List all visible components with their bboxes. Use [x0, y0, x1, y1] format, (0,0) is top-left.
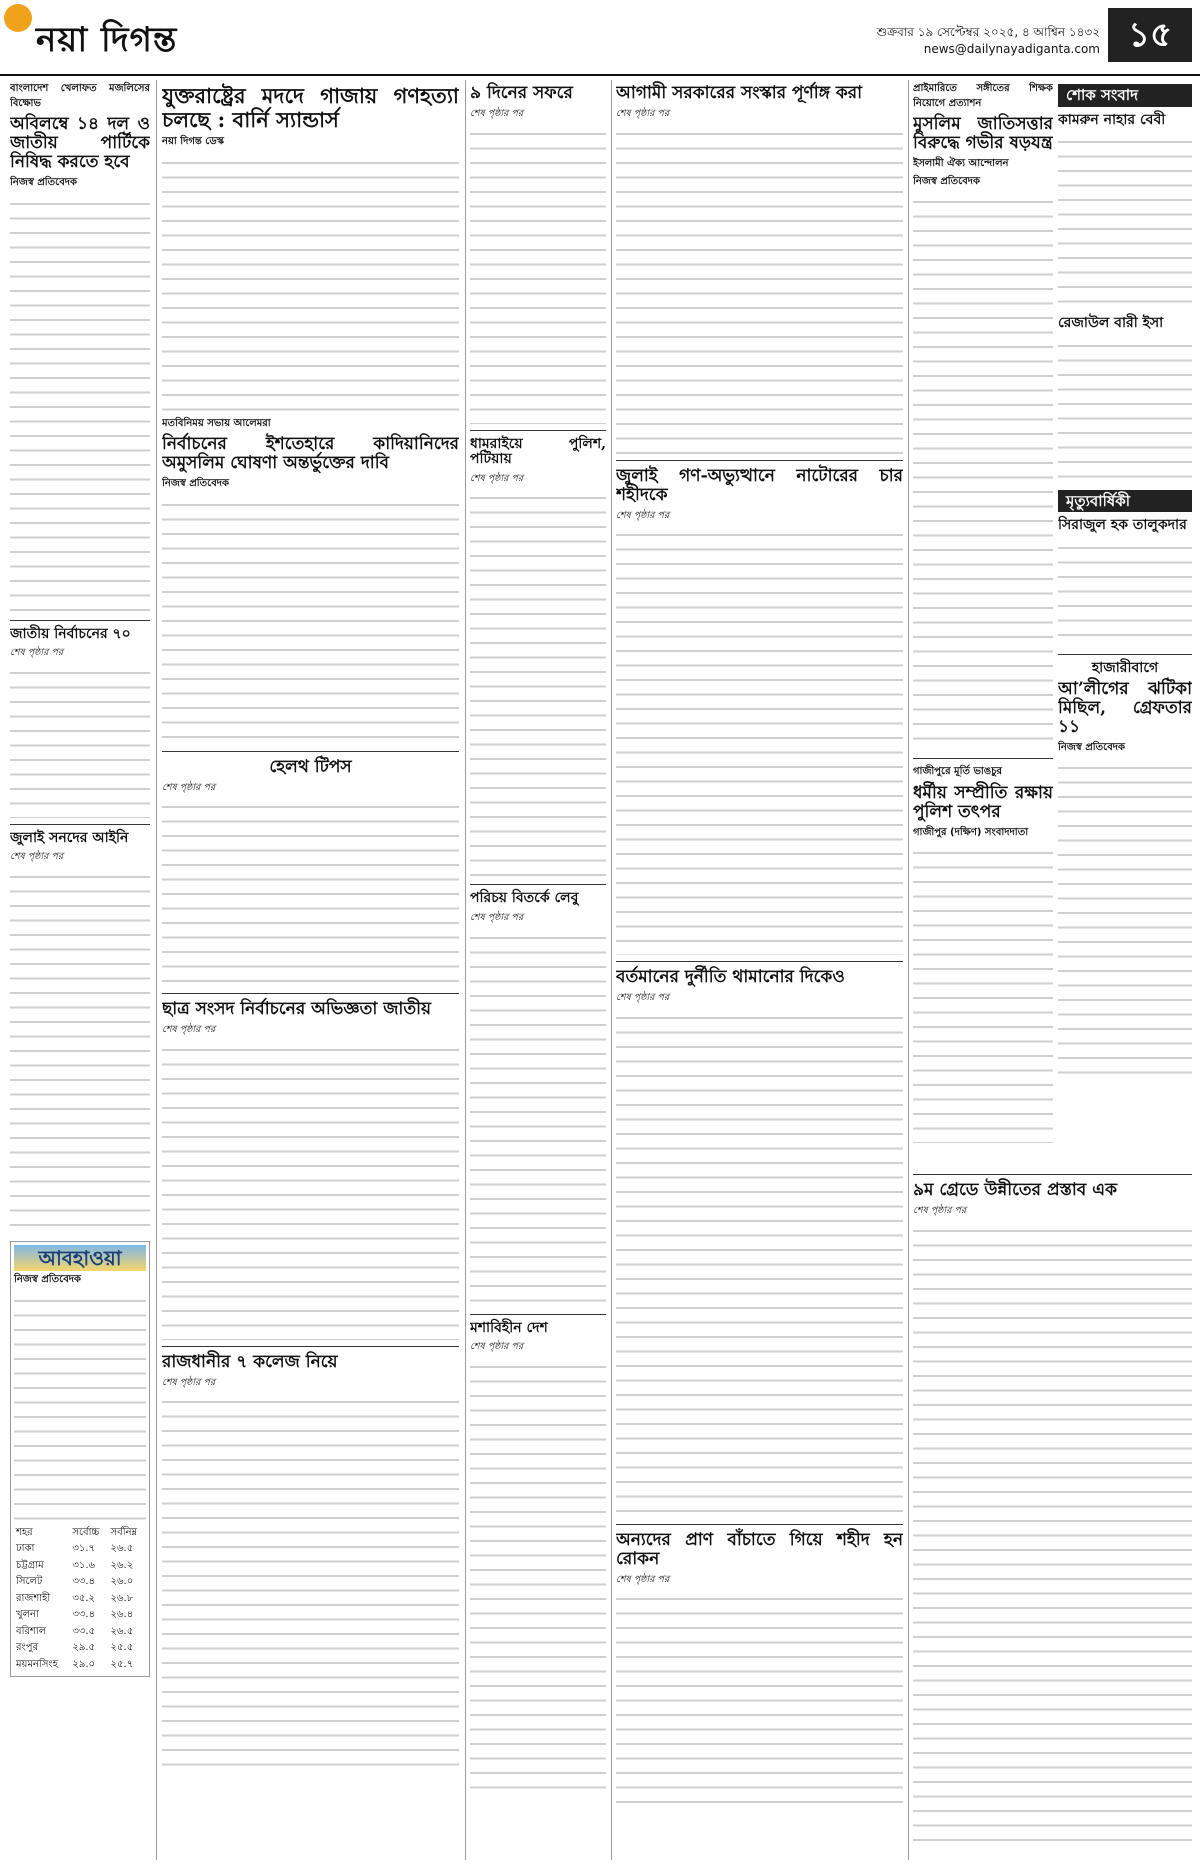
divider [1058, 654, 1192, 655]
column-right-outer [1058, 80, 1192, 1160]
story-headline[interactable]: জুলাই সনদের আইনি [10, 829, 129, 846]
story-subhead: ইসলামী ঐক্য আন্দোলন [913, 158, 1009, 170]
max-temp-cell: ৩৩.৪ [72, 1609, 96, 1621]
max-temp-cell: ২৯.০ [72, 1658, 96, 1670]
dateline [700, 24, 1100, 58]
section-tag-death-anniversary: মৃত্যুবার্ষিকী [1058, 490, 1192, 513]
story-body [470, 488, 606, 878]
divider [162, 993, 459, 994]
story-byline: নয়া দিগন্ত ডেস্ক [162, 136, 224, 148]
story-byline: নিজস্ব প্রতিবেদক [1058, 741, 1126, 753]
continuation-note: শেষ পৃষ্ঠার পর [616, 108, 670, 120]
story-headline[interactable]: জাতীয় নির্বাচনের ৭০ [10, 625, 131, 642]
continuation-note: শেষ পৃষ্ঠার পর [470, 1341, 524, 1353]
story-body [616, 525, 903, 955]
story-headline[interactable]: ধামরাইয়ে পুলিশ, পটিয়ায় [470, 435, 606, 468]
continuation-note: শেষ পৃষ্ঠার পর [616, 992, 670, 1004]
max-temp-cell: ৩৫.২ [72, 1592, 96, 1604]
obituary-name[interactable]: কামরুন নাহার বেবী [1058, 111, 1166, 128]
story-body [10, 663, 150, 818]
weather-row [14, 1541, 146, 1558]
story-headline[interactable]: ৯ম গ্রেডে উন্নীতের প্রস্তাব এক [913, 1180, 1117, 1200]
story-body [162, 153, 459, 413]
story-headline[interactable]: মুসলিম জাতিসত্তার বিরুদ্ধে গভীর ষড়যন্ত্র [913, 114, 1053, 154]
story-headline[interactable]: অবিলম্বে ১৪ দল ও জাতীয় পার্টিকে নিষিদ্ধ করতে হবে [10, 114, 150, 173]
story-kicker: গাজীপুরে মূর্তি ভাঙচুর [913, 766, 1003, 778]
divider [616, 1524, 903, 1525]
weather-table [14, 1525, 146, 1674]
city-cell: খুলনা [16, 1609, 39, 1621]
max-temp-cell: ৩৩.৪ [72, 1576, 96, 1588]
column-middle [470, 80, 606, 1860]
continuation-note: শেষ পৃষ্ঠার পর [470, 912, 524, 924]
continuation-note: শেষ পৃষ্ঠার পর [10, 851, 64, 863]
obituary-body [1058, 336, 1192, 486]
story-body [913, 1221, 1192, 1841]
story-body [10, 194, 150, 614]
column-divider [611, 80, 612, 1860]
column-left [10, 80, 150, 1860]
min-temp-cell: ২৫.৭ [110, 1658, 134, 1670]
newspaper-logo [10, 14, 177, 71]
story-body [913, 192, 1053, 752]
weather-header-row [14, 1525, 146, 1542]
max-temp-cell: ৩৩.৫ [72, 1625, 96, 1637]
min-temp-cell: ২৬.৫ [110, 1543, 134, 1555]
continuation-note: শেষ পৃষ্ঠার পর [162, 781, 216, 793]
story-kicker: প্রাইমারিতে সঙ্গীতের শিক্ষক নিয়োগে প্রত্যাশন [913, 83, 1053, 109]
story-headline[interactable]: নির্বাচনের ইশতেহারে কাদিয়ানিদের অমুসলিম ঘোষণা অন্তর্ভুক্তের দাবি [162, 434, 459, 474]
continuation-note: শেষ পৃষ্ঠার পর [913, 1205, 967, 1217]
obituary-body [1058, 132, 1192, 312]
column-right-inner [913, 80, 1053, 1160]
weather-row [14, 1607, 146, 1624]
min-temp-cell: ২৬.০ [110, 1576, 134, 1588]
max-temp-cell: ৩১.৭ [72, 1543, 96, 1555]
story-body [1058, 758, 1192, 1078]
sun-icon [4, 4, 32, 32]
column-divider [156, 80, 157, 1860]
story-headline[interactable]: জুলাই গণ-অভ্যুত্থানে নাটোরের চার শহীদকে [616, 465, 903, 505]
min-temp-cell: ২৬.২ [110, 1559, 134, 1571]
city-cell: সিলেট [16, 1576, 43, 1588]
weather-box [10, 1241, 150, 1678]
story-headline[interactable]: ছাত্র সংসদ নির্বাচনের অভিজ্ঞতা জাতীয় [162, 999, 431, 1020]
divider [913, 1174, 1192, 1175]
divider [162, 751, 459, 752]
max-temp-cell: ২৯.৫ [72, 1642, 96, 1654]
continuation-note: শেষ পৃষ্ঠার পর [470, 472, 524, 484]
page-number: ১৫ [1108, 8, 1192, 62]
story-kicker: হাজারীবাগে [1091, 660, 1159, 677]
story-kicker: মতবিনিময় সভায় আলেমরা [162, 417, 271, 429]
weather-row [14, 1657, 146, 1674]
continuation-note: শেষ পৃষ্ঠার পর [470, 108, 524, 120]
city-cell: রাজশাহী [16, 1592, 51, 1604]
obituary-name[interactable]: রেজাউল বারী ইসা [1058, 315, 1164, 332]
weather-row [14, 1640, 146, 1657]
divider [162, 1346, 459, 1347]
column-divider [465, 80, 466, 1860]
story-headline[interactable]: পরিচয় বিতর্কে লেবু [470, 890, 579, 907]
story-byline: গাজীপুর (দক্ষিণ) সংবাদদাতা [913, 826, 1029, 838]
continuation-note: শেষ পৃষ্ঠার পর [10, 647, 64, 659]
divider [10, 824, 150, 825]
min-temp-cell: ২৬.৮ [110, 1592, 134, 1604]
story-headline[interactable]: ধর্মীয় সম্প্রীতি রক্ষায় পুলিশ তৎপর [913, 782, 1053, 822]
continuation-note: শেষ পৃষ্ঠার পর [616, 1573, 670, 1585]
logo-text: নয়া দিগন্ত [36, 20, 178, 60]
story-headline[interactable]: বর্তমানের দুর্নীতি থামানোর দিকেও [616, 967, 845, 988]
masthead [0, 0, 1200, 76]
city-cell: বরিশাল [16, 1625, 47, 1637]
city-cell: ঢাকা [16, 1543, 35, 1555]
divider [616, 961, 903, 962]
max-temp-cell: ৩১.৬ [72, 1559, 96, 1571]
column-divider [908, 80, 909, 1860]
story-body [162, 797, 459, 987]
weather-header-cell: সর্বনিম্ন [110, 1526, 138, 1538]
divider [10, 620, 150, 621]
weather-header-cell: শহর [16, 1526, 33, 1538]
issue-date: শুক্রবার ১৯ সেপ্টেম্বর ২০২৫, ৪ আশ্বিন ১৪৩২ [876, 25, 1100, 39]
story-headline[interactable]: রাজধানীর ৭ কলেজ নিয়ে [162, 1351, 338, 1372]
story-body [616, 1008, 903, 1518]
weather-row [14, 1574, 146, 1591]
story-body [470, 124, 606, 424]
website-email: news@dailynayadiganta.com [923, 42, 1100, 56]
weather-body [14, 1291, 146, 1521]
story-body [162, 1392, 459, 1772]
divider [913, 758, 1053, 759]
story-body [616, 124, 903, 454]
continuation-note: শেষ পৃষ্ঠার পর [162, 1376, 216, 1388]
min-temp-cell: ২৬.৫ [110, 1625, 134, 1637]
story-byline: নিজস্ব প্রতিবেদক [162, 478, 230, 490]
story-byline: নিজস্ব প্রতিবেদক [913, 175, 981, 187]
story-headline[interactable]: অন্যদের প্রাণ বাঁচাতে গিয়ে শহীদ হন রোকন [616, 1529, 903, 1569]
story-body [470, 1357, 606, 1797]
section-tag-obituary: শোক সংবাদ [1058, 84, 1192, 107]
story-headline[interactable]: মশাবিহীন দেশ [470, 1319, 548, 1336]
divider [470, 430, 606, 431]
weather-row [14, 1591, 146, 1608]
story-body [162, 1040, 459, 1340]
weather-title: আবহাওয়া [14, 1245, 146, 1272]
weather-row [14, 1558, 146, 1575]
story-headline[interactable]: আগামী সরকারের সংস্কার পূর্ণাঙ্গ করা [616, 83, 863, 103]
weather-header-cell: সর্বোচ্চ [72, 1526, 100, 1538]
weather-row [14, 1624, 146, 1641]
story-kicker: বাংলাদেশ খেলাফত মজলিসের বিক্ষোভ [10, 83, 150, 109]
divider [470, 1314, 606, 1315]
story-headline[interactable]: হেলথ টিপস [269, 756, 352, 777]
story-headline[interactable]: ৯ দিনের সফরে [470, 83, 573, 103]
city-cell: চট্টগ্রাম [16, 1559, 44, 1571]
city-cell: ময়মনসিংহ [16, 1658, 58, 1670]
death-anniversary-body [1058, 538, 1192, 648]
story-byline: নিজস্ব প্রতিবেদক [10, 177, 78, 189]
weather-byline: নিজস্ব প্রতিবেদক [14, 1274, 82, 1286]
continuation-note: শেষ পৃষ্ঠার পর [162, 1024, 216, 1036]
continuation-note: শেষ পৃষ্ঠার পর [616, 509, 670, 521]
column-center-right [616, 80, 903, 1860]
story-body [616, 1589, 903, 1809]
divider [616, 460, 903, 461]
death-anniversary-name[interactable]: সিরাজুল হক তালুকদার [1058, 517, 1187, 534]
divider [470, 884, 606, 885]
lead-headline[interactable]: যুক্তরাষ্ট্রের মদদে গাজায় গণহত্যা চলছে : বার্নি স্যান্ডার্স [162, 83, 459, 132]
story-body [10, 867, 150, 1237]
min-temp-cell: ২৬.৪ [110, 1609, 134, 1621]
story-body [470, 928, 606, 1308]
story-headline[interactable]: আ’লীগের ঝটিকা মিছিল, গ্রেফতার ১১ [1058, 678, 1192, 737]
city-cell: রংপুর [16, 1642, 39, 1654]
story-bottom-right [913, 1168, 1192, 1858]
story-body [913, 843, 1053, 1143]
column-center-left [162, 80, 459, 1860]
story-body [162, 495, 459, 745]
min-temp-cell: ২৫.৫ [110, 1642, 134, 1654]
